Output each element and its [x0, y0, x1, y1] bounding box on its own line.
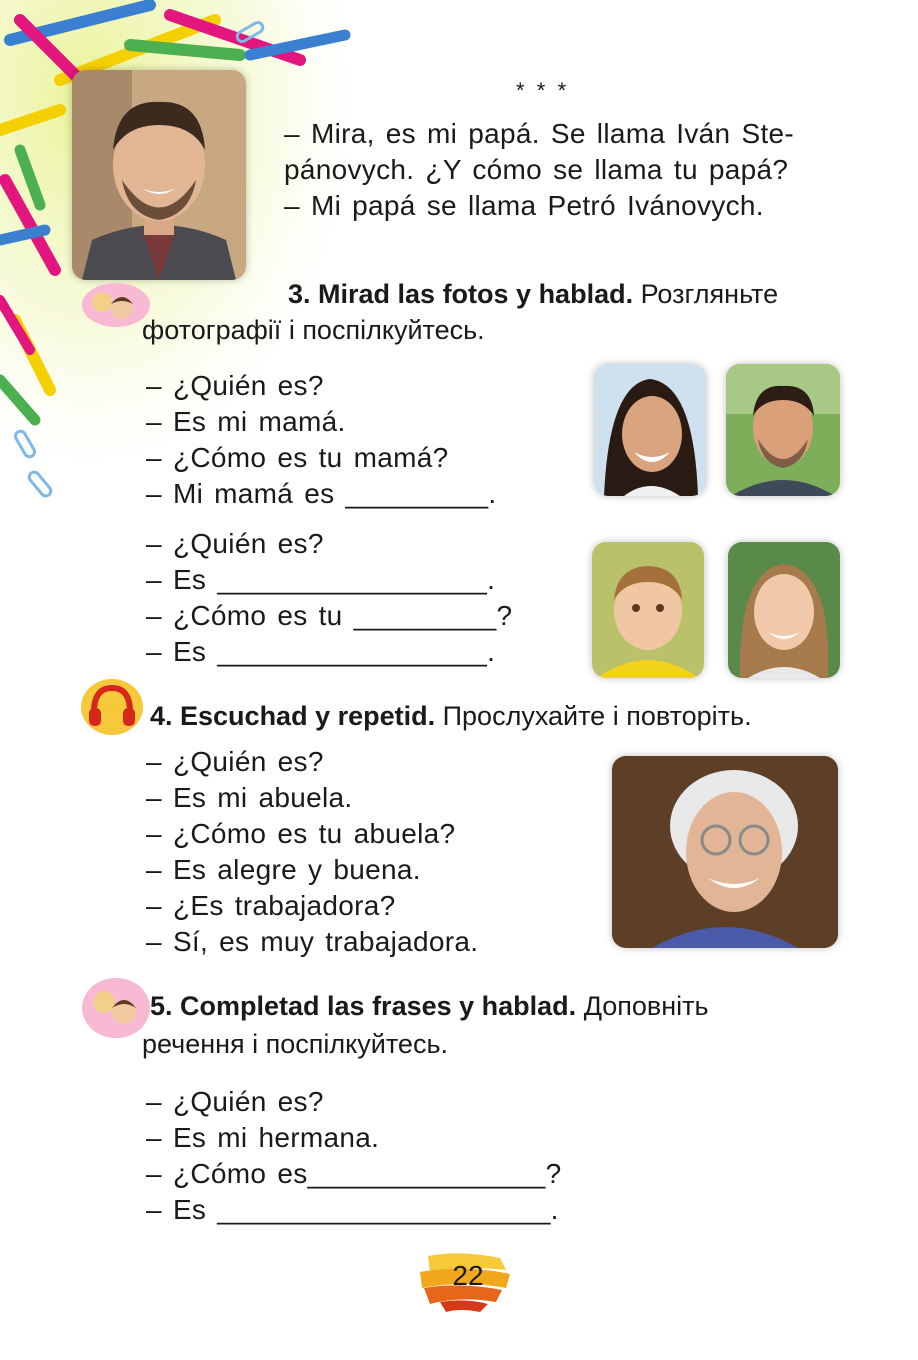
task5-heading [150, 988, 709, 1024]
task5-translation-cont: речення і поспілкуйтесь. [142, 1029, 449, 1059]
dialog-line: – Es mi mamá. [146, 406, 346, 437]
dialog-line: – Sí, es muy trabajadora. [146, 926, 479, 957]
task4-title: 4. Escuchad y repetid. [150, 701, 436, 731]
task4-translation: Прослухайте і повторіть. [442, 701, 752, 731]
task3-heading [288, 276, 778, 312]
page-number: 22 [452, 1260, 484, 1291]
dialog-line: – ¿Quién es? [146, 370, 324, 401]
task5-dialog [146, 1084, 561, 1228]
dialog-line: – ¿Cómo es tu _________? [146, 600, 513, 631]
dialog-line: – ¿Cómo es tu abuela? [146, 818, 456, 849]
dialog-line: – Mira, es mi papá. Se llama Iván Ste- [284, 118, 795, 149]
task3-translation-cont: фотографії і поспілкуйтесь. [142, 315, 485, 345]
father2-photo [726, 364, 840, 496]
task4-heading [150, 698, 752, 734]
headphones-listen-icon [80, 678, 144, 736]
dialog-line: – ¿Es trabajadora? [146, 890, 396, 921]
dialog-line: – Mi papá se llama Petró Ivánovych. [284, 190, 764, 221]
dialog-line: – ¿Cómo es_______________? [146, 1158, 562, 1189]
mother-photo [594, 364, 706, 496]
dialog-line: pánovych. ¿Y cómo se llama tu papá? [284, 154, 789, 185]
dialog-line: – Es mi hermana. [146, 1122, 380, 1153]
task5-translation: Доповніть [583, 991, 709, 1021]
section-divider-stars: * * * [516, 78, 567, 103]
task3-title: 3. Mirad las fotos y hablad. [288, 279, 634, 309]
task5-title: 5. Completad las frases y hablad. [150, 991, 577, 1021]
girl-photo [728, 542, 840, 678]
dialog-line: – Es _____________________. [146, 1194, 559, 1225]
task3-dialog2 [146, 526, 512, 670]
dialog-line: – ¿Quién es? [146, 1086, 324, 1117]
dialog-line: – ¿Quién es? [146, 746, 324, 777]
dialog-line: – Es mi abuela. [146, 782, 353, 813]
task3-dialog1 [146, 368, 496, 512]
dialog-line: – Es _________________. [146, 636, 496, 667]
task4-dialog [146, 744, 478, 960]
boy-photo [592, 542, 704, 678]
grandmother-photo [612, 756, 838, 948]
dialog-line: – ¿Cómo es tu mamá? [146, 442, 449, 473]
father-photo [72, 70, 246, 280]
dialog-line: – ¿Quién es? [146, 528, 324, 559]
dialog-line: – Mi mamá es _________. [146, 478, 497, 509]
task3-translation: Розгляньте [640, 279, 779, 309]
intro-dialog [284, 116, 794, 224]
dialog-line: – Es _________________. [146, 564, 496, 595]
dialog-line: – Es alegre y buena. [146, 854, 421, 885]
